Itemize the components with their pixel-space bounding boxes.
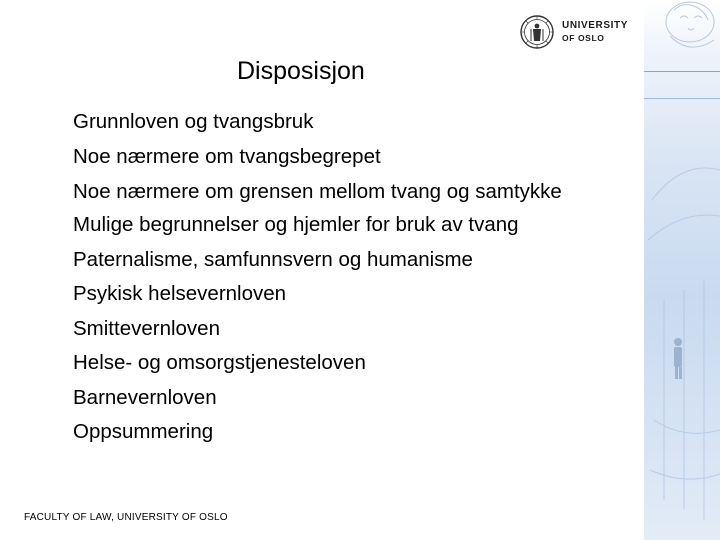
agenda-item: Noe nærmere om grensen mellom tvang og samtykke	[73, 180, 562, 203]
agenda-list	[73, 105, 633, 450]
logo-text-of-oslo: OF OSLO	[562, 33, 605, 43]
agenda-item: Oppsummering	[73, 420, 214, 443]
agenda-item: Mulige begrunnelser og hjemler for bruk av tvang	[73, 213, 519, 236]
agenda-item: Smittevernloven	[73, 316, 220, 340]
university-logo	[520, 15, 632, 51]
agenda-item: Helse- og omsorgstjenesteloven	[73, 351, 366, 374]
agenda-item: Grunnloven og tvangsbruk	[73, 110, 314, 133]
panel-divider-line	[644, 71, 720, 72]
panel-divider-line	[644, 98, 720, 99]
footer-text: FACULTY OF LAW, UNIVERSITY OF OSLO	[24, 512, 228, 523]
agenda-item: Noe nærmere om tvangsbegrepet	[73, 144, 381, 168]
slide-title: Disposisjon	[237, 57, 365, 85]
agenda-item: Barnevernloven	[73, 385, 217, 409]
statue-illustration	[644, 0, 720, 540]
decorative-side-panel	[644, 0, 720, 540]
agenda-item: Psykisk helsevernloven	[73, 282, 287, 305]
logo-text-university: UNIVERSITY	[562, 20, 629, 31]
agenda-item: Paternalisme, samfunnsvern og humanisme	[73, 247, 473, 271]
university-seal-icon	[520, 15, 554, 49]
